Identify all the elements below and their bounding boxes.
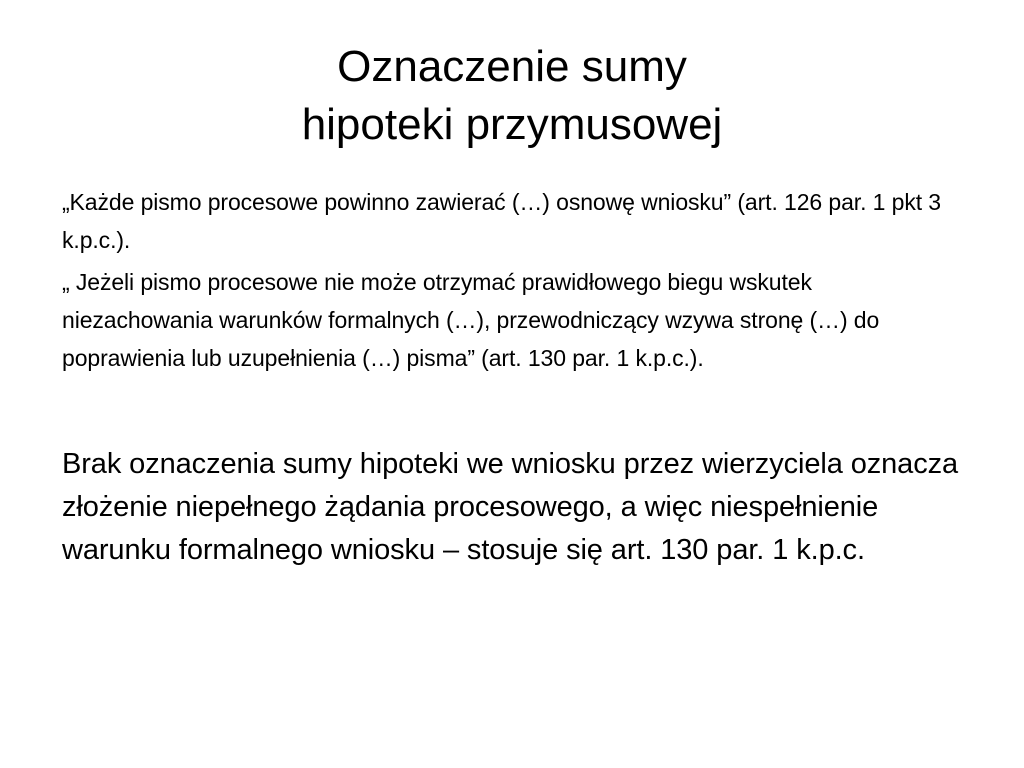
quote-paragraph-1: „Każde pismo procesowe powinno zawierać (…) osnowę wniosku” (art. 126 par. 1 pkt 3 k.p.c.). — [62, 189, 941, 253]
slide-title — [62, 38, 962, 154]
conclusion-paragraph: Brak oznaczenia sumy hipoteki we wniosku przez wierzyciela oznacza złożenie niepełnego żądania procesowego, a więc niespełnienie warunku formalnego wniosku – stosuje się art. 130 par. 1 k.p.c. — [62, 448, 959, 566]
quote-paragraph-2: „ Jeżeli pismo procesowe nie może otrzymać prawidłowego biegu wskutek niezachowania warunków formalnych (…), przewodniczący wzywa stronę (…) do poprawienia lub uzupełnienia (…) pisma” (art. 130 par. 1 k.p.c.). — [62, 269, 880, 371]
slide-title-line-2: hipoteki przymusowej — [301, 100, 723, 149]
slide-body — [62, 183, 962, 572]
slide-title-line-1: Oznaczenie sumy — [337, 42, 687, 91]
